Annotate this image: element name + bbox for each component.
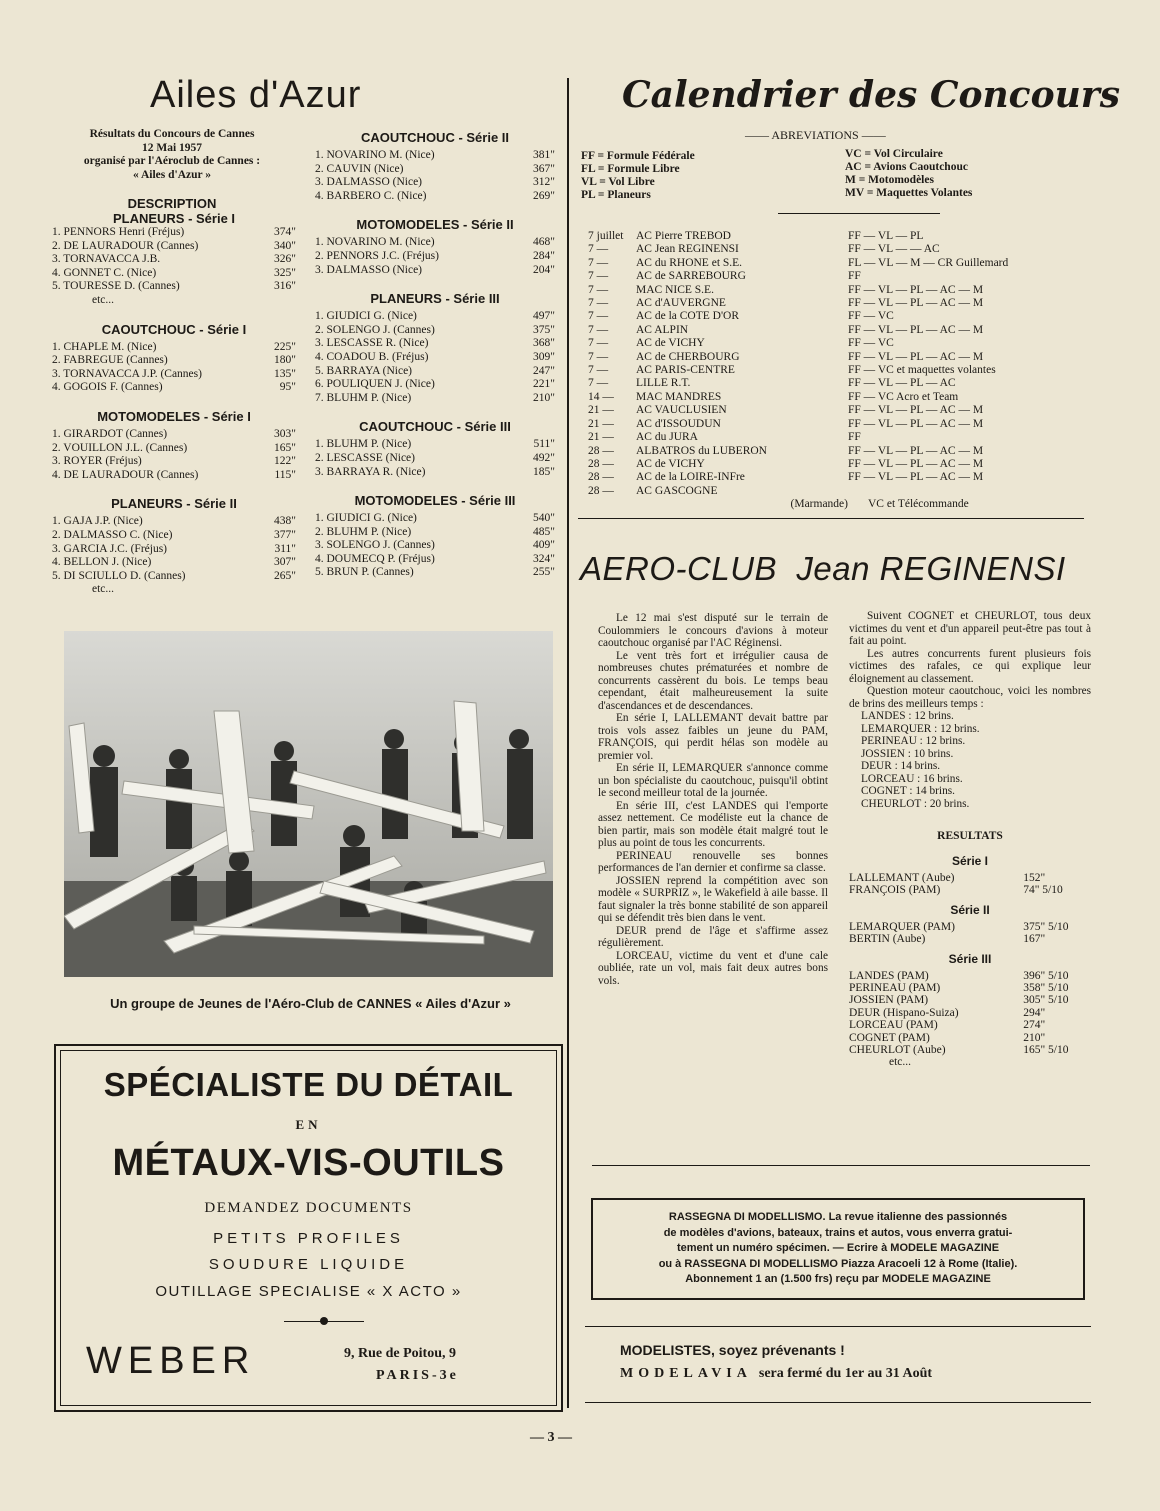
group-photo [64,631,553,977]
results-heading: RESULTATS [937,830,1003,842]
notice-rule-bottom [585,1402,1091,1403]
calendar-row: 7 — AC de VICHY FF — VC [588,337,894,350]
calendar-row: (Marmande) VC et Télécommande [790,498,969,511]
calendar-row: 21 — AC VAUCLUSIEN FF — VL — PL — AC — M [588,404,984,417]
photo-caption: Un groupe de Jeunes de l'Aéro-Club de CANNES « Ailes d'Azur » [110,996,511,1011]
calendar-rule [578,518,1084,519]
brins-list: LANDES : 12 brins. LEMARQUER : 12 brins. PERINEAU : 12 brins. JOSSIEN : 10 brins. DEUR : 14 brins. LORCEAU : 16 brins. COGNET : 14 brins. CHEURLOT : 20 brins. [861,710,980,810]
calendar-row: 7 — MAC NICE S.E. FF — VL — PL — AC — M [588,283,984,296]
calendar-row: 28 — AC de VICHY FF — VL — PL — AC — M [588,457,984,470]
ad-line1: SPÉCIALISTE DU DÉTAIL [103,1066,514,1103]
calendar-title: Calendrier des Concours [622,74,1121,116]
calendar-row: 7 — AC du RHONE et S.E. FL — VL — M — CR Guillemard [588,256,1009,269]
calendar-row: 21 — AC du JURA FF [588,431,861,444]
description-heading: DESCRIPTION [127,196,217,211]
calendar-list [588,230,1088,512]
weber-ad [54,1044,563,1412]
abbr-right: VC = Vol Circulaire AC = Avions Caoutchouc M = Motomodèles MV = Maquettes Volantes [845,148,973,199]
article-title: AERO-CLUB Jean REGINENSI [580,550,1066,587]
ad-line3: MÉTAUX-VIS-OUTILS [112,1142,505,1184]
calendar-row: 28 — AC de la LOIRE-INFre FF — VL — PL — AC — M [588,471,984,484]
ad-dot [320,1317,328,1325]
results-col2: CAOUTCHOUC - Série II 1. NOVARINO M. (Nice) 381" 2. CAUVIN (Nice) 367" 3. DALMASSO (Nice) 312" 4. BARBERO C. (Nice) 269" MOTOMODELES - Série II 1. NOVARINO M. (Nice) 468" 2. PENNORS J.C. (Fréjus) 284" 3. DALMASSO (Nice) 204" PLANEURS - Série III 1. GIUDICI G. (Nice) 497" 2. SOLENGO J. (Cannes) 375" 3. LESCASSE R. (Nice) 368" 4. COADOU B. (Fréjus) 309" 5. BARRAYA (Nice) 247" 6. POULIQUEN J. (Nice) 221" 7. BLUHM P. (Nice) 210" CAOUTCHOUC - Série III 1. BLUHM P. (Nice) 511" 2. LESCASSE (Nice) 492" 3. BARRAYA R. (Nice) 185" MOTOMODELES - Série III 1. GIUDICI G. (Nice) 540" 2. BLUHM P. (Nice) 485" 3. SOLENGO J. (Cannes) 409" 4. DOUMECQ P. (Fréjus) 324" 5. BRUN P. (Cannes) 255" [315,130,555,579]
article-col1: Le 12 mai s'est disputé sur le terrain de Coulommiers le concours d'avions à moteur caoutchouc organisé par l'AC Réginensi. Le vent très fort et irrégulier causa de nombreuses chutes prématurées et nombre de concurrents cassèrent du bois. Le temps beau cependant, était malheureusement la suite d'ascendances et de descendances. En série I, LALLEMANT devait battre par trois vols assez faibles un jeune du PAM, FRANÇOIS, qui perdit hélas son modèle au premier vol. En série II, LEMARQUER s'annonce comme un bon spécialiste du caoutchouc, puisqu'il obtint le second meilleur total de la journée. En série III, c'est LANDES qui l'emporte assez nettement. Ce modéliste eut la chance de bien partir, mais son modèle était malgré tout le plus au point de tous les concurrents. PERINEAU renouvelle ses bonnes performances de l'an dernier et confirme sa classe. JOSSIEN reprend la compétition avec son modèle « SURPRIZ », le Wakefield à aile basse. Il faut signaler la très bonne stabilité de son appareil qui se défendit très bien dans le vent. DEUR prend de l'âge et s'affirme assez régulièrement. LORCEAU, victime du vent et d'une cale oubliée, rate un vol, mais fait deux autres bons vols. [598,612,828,987]
group-photo-image [64,631,553,977]
column-divider [567,78,569,1408]
page-number: — 3 — [530,1430,572,1445]
ad-line7: OUTILLAGE SPECIALISE « X ACTO » [155,1283,462,1300]
ad-brand: WEBER [86,1340,256,1382]
intro: Résultats du Concours de Cannes 12 Mai 1957 organisé par l'Aéroclub de Cannes : « Ailes d'Azur » [83,128,261,181]
ad-line4: DEMANDEZ DOCUMENTS [204,1200,413,1216]
calendar-row: 7 juillet AC Pierre TREBOD FF — VL — PL [588,230,924,242]
ad-address2: PARIS-3e [376,1368,459,1383]
notice-rule-top [585,1326,1091,1327]
calendar-row: 28 — AC GASCOGNE [588,484,718,497]
calendar-row: 21 — AC d'ISSOUDUN FF — VL — PL — AC — M [588,417,984,430]
calendar-row: 7 — AC PARIS-CENTRE FF — VC et maquettes volantes [588,364,996,377]
notice-line1: MODELISTES, soyez prévenants ! [620,1342,845,1358]
calendar-row: 7 — LILLE R.T. FF — VL — PL — AC [588,377,956,390]
calendar-row: 7 — AC d'AUVERGNE FF — VL — PL — AC — M [588,297,984,310]
calendar-row: 28 — ALBATROS du LUBERON FF — VL — PL — AC — M [588,444,984,457]
abbr-left: FF = Formule Fédérale FL = Formule Libre VL = Vol Libre PL = Planeurs [581,150,695,201]
ad-line5: PETITS PROFILES [213,1230,404,1247]
article-col2: Suivent COGNET et CHEURLOT, tous deux victimes du vent et d'un appareil peut-être pas tout à fait au point. Les autres concurrents furent plusieurs fois victimes des rafales, ce qui explique leur éloignement au classement. Question moteur caoutchouc, voici les nombres de brins des meilleurs temps : LANDES : 12 brins. LEMARQUER : 12 brins. PERINEAU : 12 brins. JOSSIEN : 10 brins. DEUR : 14 brins. LORCEAU : 16 brins. COGNET : 14 brins. CHEURLOT : 20 brins. RESULTATS Série I LALLEMANT (Aube) 152" FRANÇOIS (PAM) 74" 5/10 Série II LEMARQUER (PAM) 375" 5/10 BERTIN (Aube) 167" Série III LANDES (PAM) 396" 5/10 PERINEAU (PAM) 358" 5/10 JOSSIEN (PAM) 305" 5/10 DEUR (Hispano-Suiza) 294" LORCEAU (PAM) 274" COGNET (PAM) 210" CHEURLOT (Aube) 165" 5/10 etc... [849,610,1091,1069]
calendar-row: 7 — AC de CHERBOURG FF — VL — PL — AC — M [588,350,984,363]
ad-address1: 9, Rue de Poitou, 9 [344,1346,456,1361]
calendar-row: 7 — AC de la COTE D'OR FF — VC [588,310,894,323]
notice-line2: MODELAVIA sera fermé du 1er au 31 Août [620,1366,933,1381]
calendar-row: 14 — MAC MANDRES FF — VC Acro et Team [588,390,959,403]
rassegna-box: RASSEGNA DI MODELLISMO. La revue italienne des passionnés de modèles d'avions, bateaux, trains et autos, vous enverra gratui- tement un numéro spécimen. — Ecrire à MODELE MAGAZINE ou à RASSEGNA DI MODELLISMO Piazza Aracoeli 12 à Rome (Italie). Abonnement 1 an (1.500 frs) reçu par MODELE MAGAZINE [591,1198,1085,1300]
calendar-row: 7 — AC Jean REGINENSI FF — VL — — AC [588,243,940,256]
ad-line2: EN [295,1117,322,1132]
abbr-rule [778,213,940,214]
ad-line6: SOUDURE LIQUIDE [208,1256,409,1273]
calendar-row: 7 — AC de SARREBOURG FF [588,270,861,283]
ailes-title: Ailes d'Azur [150,74,362,116]
calendar-row: 7 — AC ALPIN FF — VL — PL — AC — M [588,323,984,336]
results-col1: PLANEURS - Série I 1. PENNORS Henri (Fréjus) 374" 2. DE LAURADOUR (Cannes) 340" 3. TORNAVACCA J.B. 326" 4. GONNET C. (Nice) 325" 5. TOURESSE D. (Cannes) 316" etc... CAOUTCHOUC - Série I 1. CHAPLE M. (Nice) 225" 2. FABREGUE (Cannes) 180" 3. TORNAVACCA J.P. (Cannes) 135" 4. GOGOIS F. (Cannes) 95" MOTOMODELES - Série I 1. GIRARDOT (Cannes) 303" 2. VOUILLON J.L. (Cannes) 165" 3. ROYER (Fréjus) 122" 4. DE LAURADOUR (Cannes) 115" PLANEURS - Série II 1. GAJA J.P. (Nice) 438" 2. DALMASSO C. (Nice) 377" 3. GARCIA J.C. (Fréjus) 311" 4. BELLON J. (Nice) 307" 5. DI SCIULLO D. (Cannes) 265" etc... [52,211,296,596]
article-rule [592,1165,1090,1166]
abbr-heading: —— ABREVIATIONS —— [745,128,886,142]
